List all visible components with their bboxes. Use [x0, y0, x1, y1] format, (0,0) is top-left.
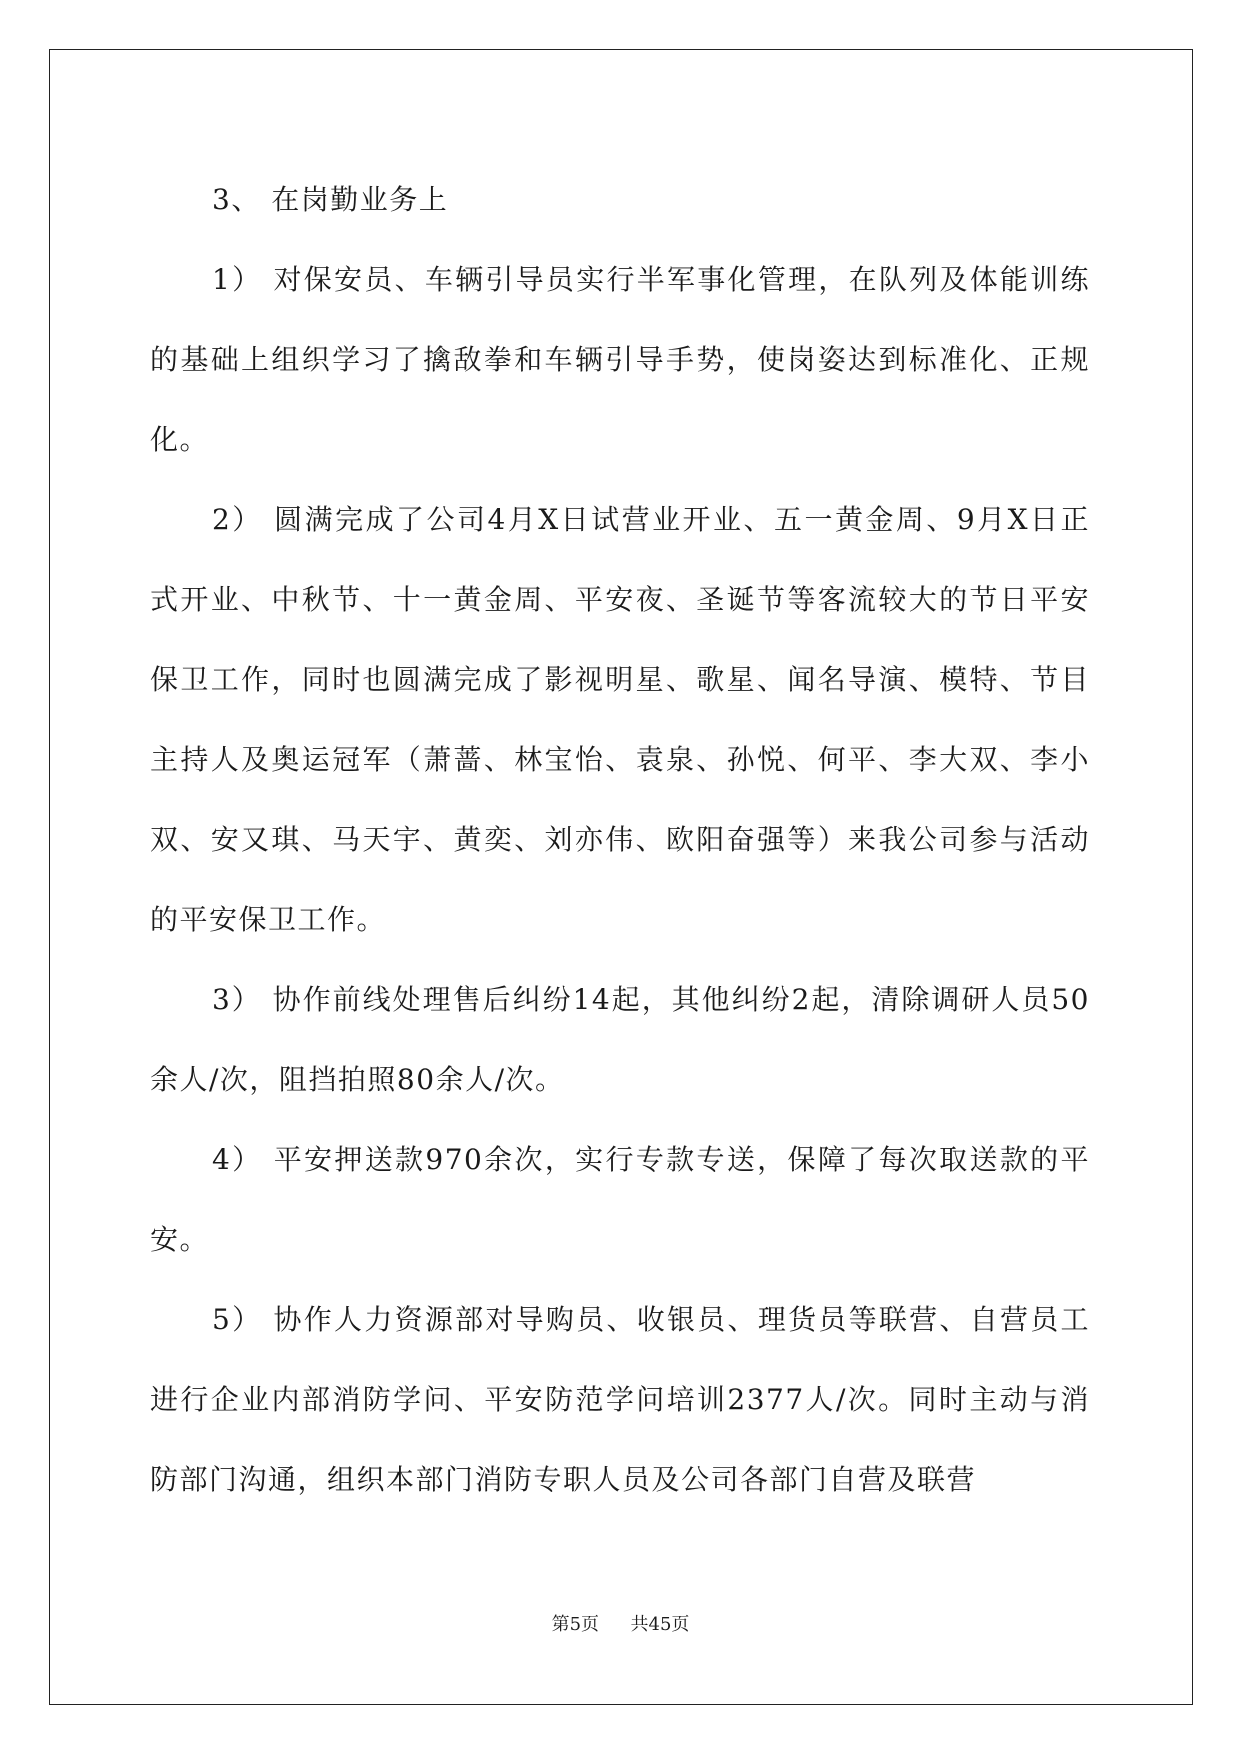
paragraph-item-2: 2） 圆满完成了公司4月X日试营业开业、五一黄金周、9月X日正式开业、中秋节、十一黄金周、平安夜、圣诞节等客流较大的节日平安保卫工作，同时也圆满完成了影视明星、歌星、闻名导演、模特、节目主持人及奥运冠军（萧蔷、林宝怡、袁泉、孙悦、何平、李大双、李小双、安又琪、马天宇、黄奕、刘亦伟、欧阳奋强等）来我公司参与活动的平安保卫工作。	[150, 503, 1090, 936]
section-heading: 3、 在岗勤业务上	[212, 183, 449, 216]
page-number: 第5页	[551, 1614, 600, 1635]
page-footer	[0, 1610, 1241, 1636]
paragraph-item-4: 4） 平安押送款970余次，实行专款专送，保障了每次取送款的平安。	[150, 1143, 1090, 1256]
paragraph-item-5: 5） 协作人力资源部对导购员、收银员、理货员等联营、自营员工进行企业内部消防学问、平安防范学问培训2377人/次。同时主动与消防部门沟通，组织本部门消防专职人员及公司各部门自营及联营	[150, 1303, 1090, 1496]
document-body	[150, 160, 1090, 1520]
paragraph-item-3: 3） 协作前线处理售后纠纷14起，其他纠纷2起，清除调研人员50余人/次，阻挡拍照80余人/次。	[150, 983, 1090, 1096]
page-total: 共45页	[630, 1614, 690, 1635]
paragraph-item-1: 1） 对保安员、车辆引导员实行半军事化管理，在队列及体能训练的基础上组织学习了擒敌拳和车辆引导手势，使岗姿达到标准化、正规化。	[150, 263, 1090, 456]
